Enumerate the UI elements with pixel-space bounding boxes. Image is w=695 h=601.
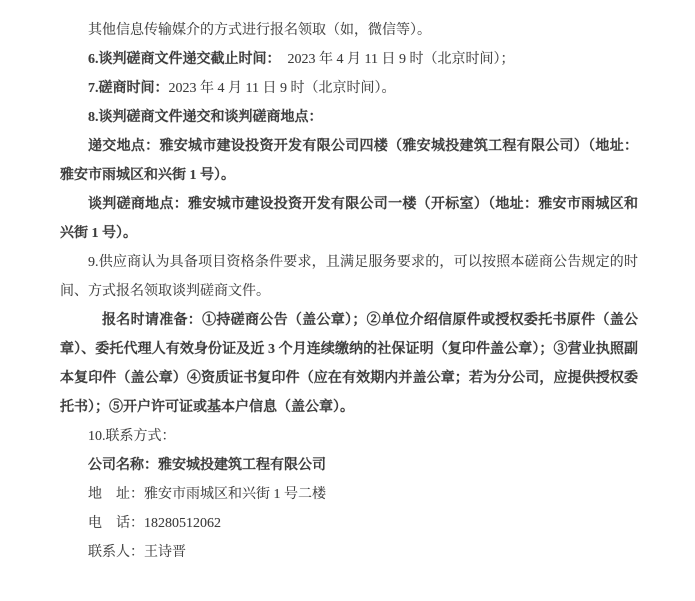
- contact-company-line: [60, 451, 638, 480]
- item-7-negotiation-time: [60, 74, 638, 103]
- intro-continuation-line: 其他信息传输媒介的方式进行报名领取（如，微信等）。: [88, 23, 431, 38]
- contact-company-label: 公司名称：: [88, 458, 158, 473]
- contact-address-label: 地 址：: [88, 487, 144, 502]
- item-8-negotiation-location: 谈判磋商地点：雅安城市建设投资开发有限公司一楼（开标室）（地址：雅安市雨城区和兴街 1 号）。: [60, 197, 638, 241]
- item-8-heading: 8.谈判磋商文件递交和谈判磋商地点：: [88, 110, 323, 125]
- item-8-submission-location: 递交地点：雅安城市建设投资开发有限公司四楼（雅安城投建筑工程有限公司）（地址：雅安市雨城区和兴街 1 号）。: [60, 139, 638, 183]
- contact-company-value: 雅安城投建筑工程有限公司: [158, 458, 326, 473]
- contact-person-value: 王诗晋: [144, 545, 186, 560]
- contact-person-label: 联系人：: [88, 545, 144, 560]
- item-7-value: 2023 年 4 月 11 日 9 时（北京时间）。: [168, 81, 396, 96]
- item-7-label: 7.磋商时间：: [88, 81, 169, 96]
- contact-phone-label: 电 话：: [88, 516, 144, 531]
- announcement-body: [60, 16, 638, 567]
- contact-phone-value: 18280512062: [144, 516, 221, 531]
- contact-phone-line: [60, 509, 638, 538]
- item-10-heading: 10.联系方式：: [88, 429, 176, 444]
- item-9-supplier-note: 9.供应商认为具备项目资格条件要求，且满足服务要求的，可以按照本磋商公告规定的时间、方式报名领取谈判磋商文件。: [60, 255, 638, 299]
- item-6-submission-deadline: [60, 45, 638, 74]
- item-6-value: 2023 年 4 月 11 日 9 时（北京时间）；: [280, 52, 515, 67]
- contact-address-line: [60, 480, 638, 509]
- registration-requirements: 报名时请准备：①持磋商公告（盖公章）；②单位介绍信原件或授权委托书原件（盖公章）、委托代理人有效身份证及近 3 个月连续缴纳的社保证明（复印件盖公章）；③营业执照副本复印件（盖公章）④资质证书复印件（应在有效期内并盖公章；若为分公司，应提供授权委托书）；⑤开户许可证或基本户信息（盖公章）。: [60, 313, 638, 415]
- item-6-label: 6.谈判磋商文件递交截止时间：: [88, 52, 281, 67]
- contact-person-line: [60, 538, 638, 567]
- contact-address-value: 雅安市雨城区和兴街 1 号二楼: [144, 487, 326, 502]
